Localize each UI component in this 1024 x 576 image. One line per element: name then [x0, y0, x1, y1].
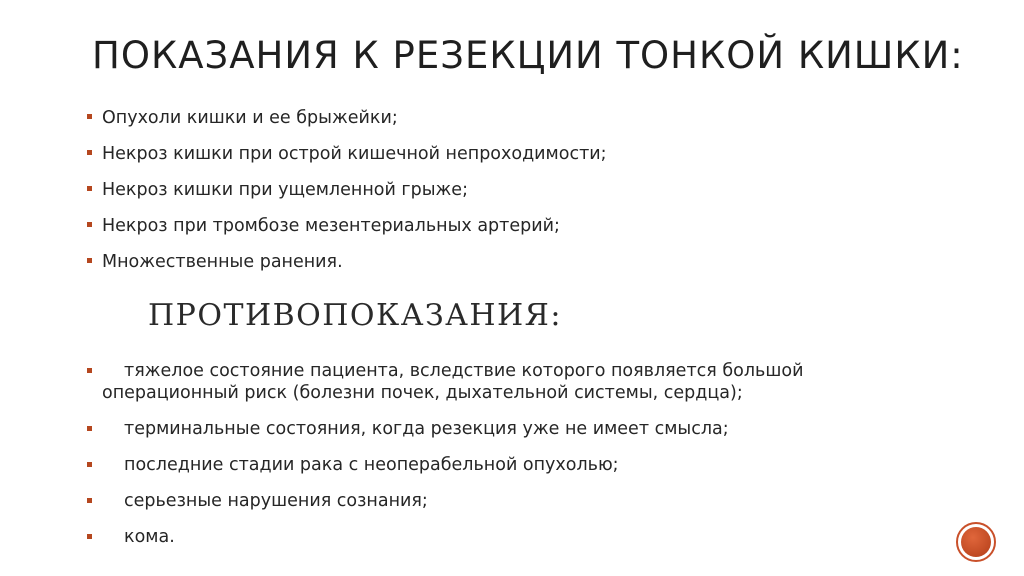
- list-item: [86, 142, 886, 178]
- list-item-text: терминальные состояния, когда резекция уже не имеет смысла;: [124, 419, 729, 439]
- list-item-text: серьезные нарушения сознания;: [124, 491, 428, 511]
- list-item-text: тяжелое состояние пациента, вследствие которого появляется большой операционный риск (болезни почек, дыхательной системы, сердца);: [102, 361, 804, 403]
- square-bullet-icon: [87, 114, 92, 119]
- indications-list: [86, 106, 886, 286]
- square-bullet-icon: [87, 186, 92, 191]
- square-bullet-icon: [87, 150, 92, 155]
- list-item: [86, 490, 906, 512]
- list-item: [86, 454, 906, 476]
- list-item: [86, 178, 886, 214]
- list-item: [86, 418, 906, 440]
- list-item-text: кома.: [124, 527, 175, 547]
- circle-logo-inner: [961, 527, 991, 557]
- circle-logo-icon: [956, 522, 996, 562]
- list-item: [86, 360, 906, 404]
- list-item-text: Некроз при тромбозе мезентериальных артерий;: [102, 216, 560, 236]
- contraindications-list: [86, 360, 906, 562]
- list-item: [86, 214, 886, 250]
- list-item-text: Множественные ранения.: [102, 252, 343, 272]
- square-bullet-icon: [87, 462, 92, 467]
- square-bullet-icon: [87, 368, 92, 373]
- list-item-text: Опухоли кишки и ее брыжейки;: [102, 108, 398, 128]
- square-bullet-icon: [87, 534, 92, 539]
- square-bullet-icon: [87, 222, 92, 227]
- list-item-text: последние стадии рака с неоперабельной опухолью;: [124, 455, 619, 475]
- slide-title: ПОКАЗАНИЯ К РЕЗЕКЦИИ ТОНКОЙ КИШКИ:: [92, 34, 964, 77]
- square-bullet-icon: [87, 498, 92, 503]
- contraindications-title: ПРОТИВОПОКАЗАНИЯ:: [148, 298, 563, 333]
- square-bullet-icon: [87, 426, 92, 431]
- square-bullet-icon: [87, 258, 92, 263]
- list-item: [86, 526, 906, 548]
- list-item-text: Некроз кишки при острой кишечной непроходимости;: [102, 144, 607, 164]
- list-item: [86, 250, 886, 286]
- list-item-text: Некроз кишки при ущемленной грыже;: [102, 180, 468, 200]
- list-item: [86, 106, 886, 142]
